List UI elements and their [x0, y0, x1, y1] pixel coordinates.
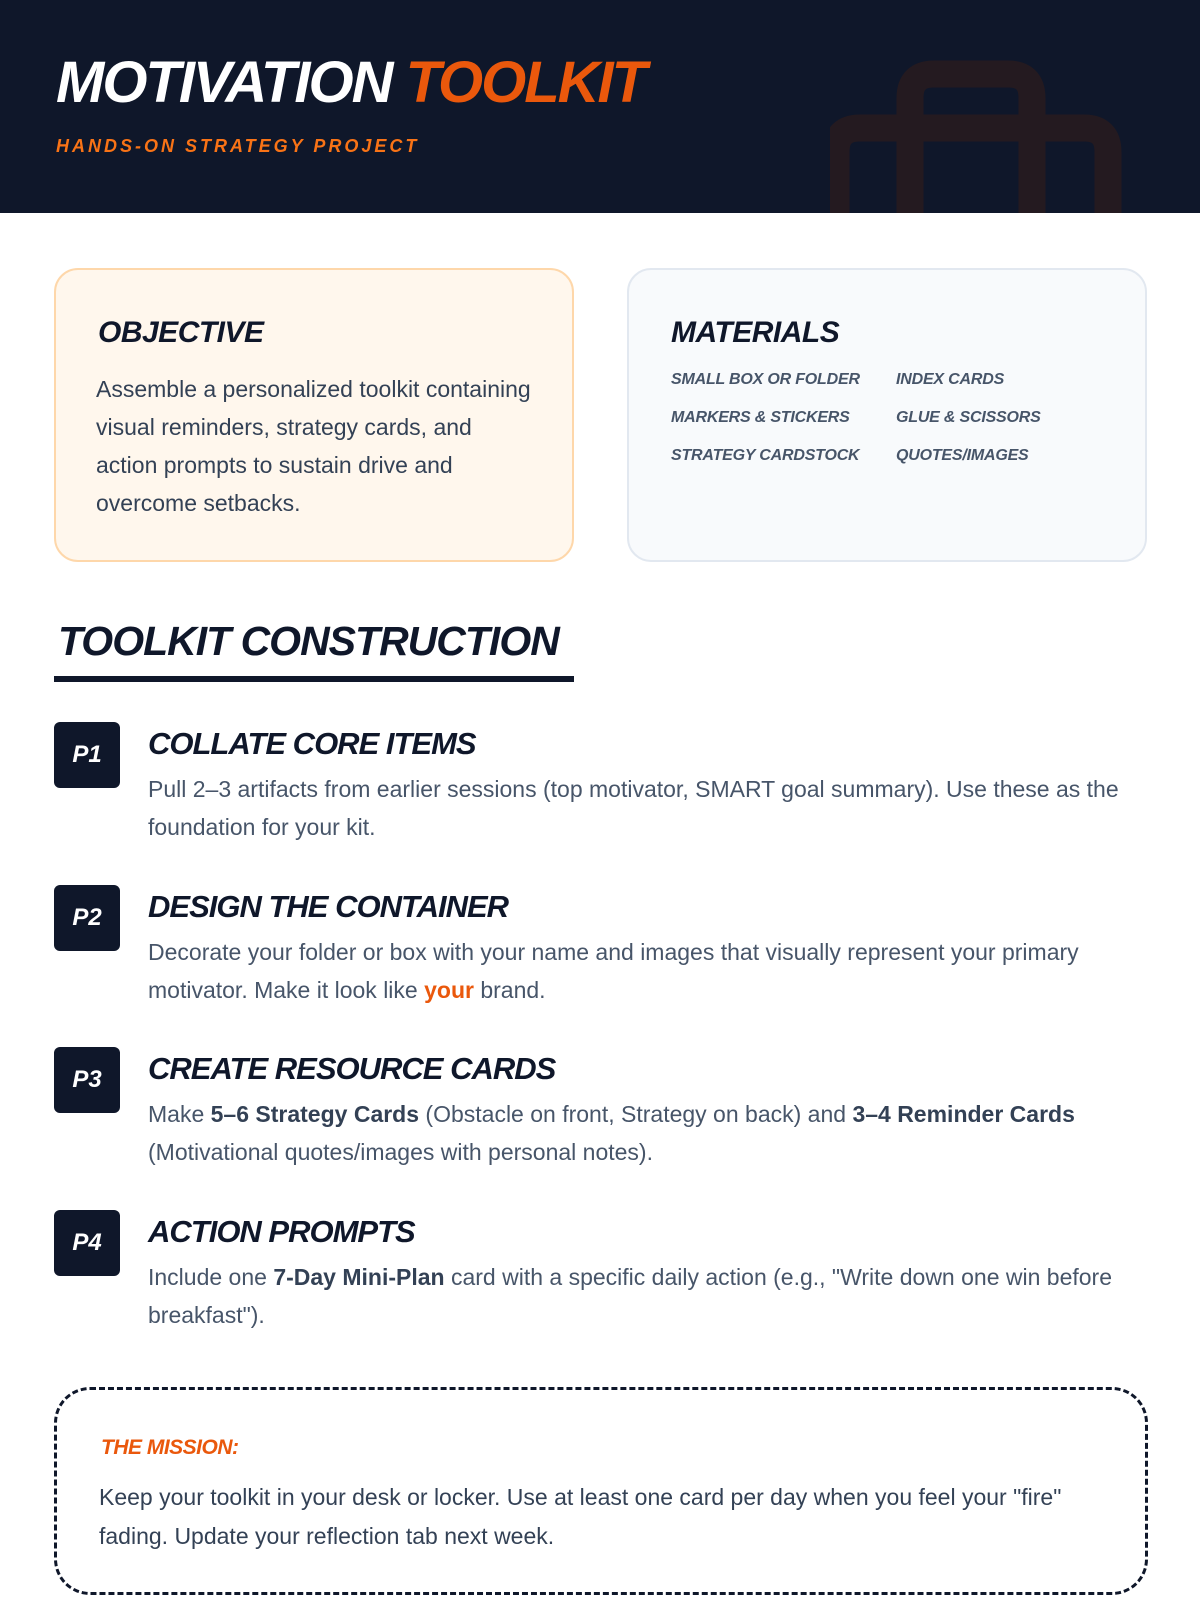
material-item: MARKERS & STICKERS — [671, 409, 850, 426]
materials-heading: MATERIALS — [671, 316, 840, 349]
step-badge: P1 — [54, 722, 120, 788]
title-main: MOTIVATION — [56, 50, 392, 115]
step-title: ACTION PROMPTS — [148, 1214, 415, 1249]
objective-card — [54, 268, 574, 562]
step-badge: P4 — [54, 1210, 120, 1276]
step-bold: 7-Day Mini-Plan — [273, 1264, 445, 1290]
step-bold: 3–4 Reminder Cards — [852, 1101, 1075, 1127]
mission-label: THE MISSION: — [101, 1436, 239, 1459]
objective-text: Assemble a personalized toolkit containing visual reminders, strategy cards, and action prompts to sustain drive and overcome setbacks. — [96, 376, 531, 516]
step-text: Make — [148, 1101, 211, 1127]
step-text: (Obstacle on front, Strategy on back) and — [419, 1101, 853, 1127]
step-text: card with a specific daily action (e.g., "Write down one win before breakfast"). — [148, 1264, 1112, 1328]
materials-card — [627, 268, 1147, 562]
step-bold: 5–6 Strategy Cards — [210, 1101, 420, 1127]
step-description — [148, 1258, 1148, 1334]
step-text: brand. — [473, 977, 546, 1003]
step-text: (Motivational quotes/images with personal notes). — [148, 1139, 653, 1165]
step-badge: P3 — [54, 1047, 120, 1113]
step-text: Include one — [148, 1264, 274, 1290]
material-item: INDEX CARDS — [896, 371, 1005, 388]
mission-box — [54, 1387, 1148, 1595]
material-item: QUOTES/IMAGES — [896, 447, 1029, 464]
material-item: STRATEGY CARDSTOCK — [671, 447, 860, 464]
toolbox-outline-icon — [830, 60, 1140, 213]
materials-list — [671, 370, 1096, 466]
step-badge: P2 — [54, 885, 120, 951]
step-text: Decorate your folder or box with your name and images that visually represent your primary motivator. Make it look like — [148, 939, 1079, 1003]
step-description — [148, 1095, 1148, 1171]
material-item: SMALL BOX OR FOLDER — [671, 371, 860, 388]
title-accent: TOOLKIT — [405, 50, 646, 115]
step-title: CREATE RESOURCE CARDS — [148, 1051, 556, 1086]
page-subtitle: HANDS-ON STRATEGY PROJECT — [56, 136, 420, 156]
page-header — [0, 0, 1200, 213]
step-title: COLLATE CORE ITEMS — [148, 726, 476, 761]
objective-heading: OBJECTIVE — [98, 316, 264, 349]
construction-heading: TOOLKIT CONSTRUCTION — [54, 614, 574, 682]
page-title — [56, 50, 646, 115]
step-description — [148, 933, 1148, 1009]
step-description: Pull 2–3 artifacts from earlier sessions (top motivator, SMART goal summary). Use these as the foundation for your kit. — [148, 776, 1119, 840]
mission-text: Keep your toolkit in your desk or locker. Use at least one card per day when you feel your "fire" fading. Update your reflection tab next week. — [99, 1484, 1062, 1549]
material-item: GLUE & SCISSORS — [896, 409, 1041, 426]
step-title: DESIGN THE CONTAINER — [148, 889, 509, 924]
step-highlight: your — [424, 977, 474, 1003]
